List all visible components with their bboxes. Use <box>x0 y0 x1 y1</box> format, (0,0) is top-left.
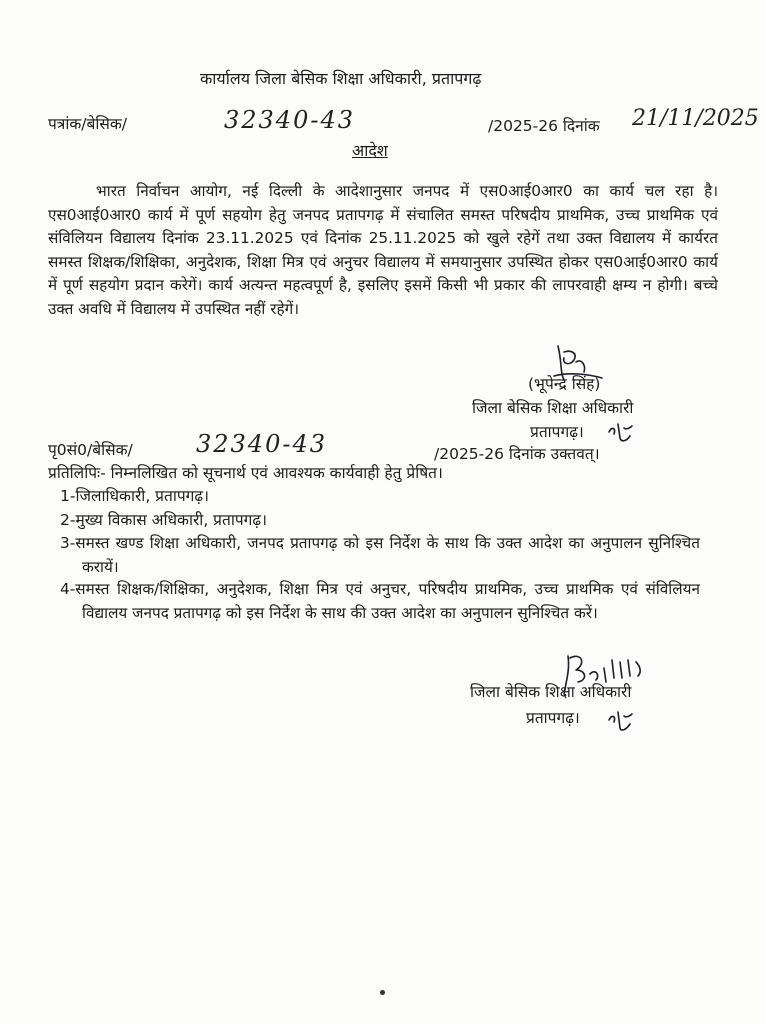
handwritten-letter-number: 32340-43 <box>224 106 355 134</box>
copy-session-year-date-label: /2025-26 दिनांक उक्तवत्। <box>434 445 600 463</box>
copy-letter-number-prefix: पृ0सं0/बेसिक/ <box>48 441 133 459</box>
initials-mark <box>606 708 636 734</box>
letter-number-prefix: पत्रांक/बेसिक/ <box>48 115 127 133</box>
ink-dot <box>380 990 385 995</box>
officer-designation-2: जिला बेसिक शिक्षा अधिकारी <box>470 683 632 701</box>
handwritten-date: 21/11/2025 <box>632 106 759 131</box>
order-body-paragraph: भारत निर्वाचन आयोग, नई दिल्ली के आदेशानुसार जनपद में एस0आई0आर0 का कार्य चल रहा है। एस0आई0आर0 कार्य में पूर्ण सहयोग हेतु जनपद प्रतापगढ़ में संचालित समस्त परिषदीय प्राथमिक, उच्च प्राथमिक एवं संविलियन विद्यालय दिनांक 23.11.2025 एवं दिनांक 25.11.2025 को खुले रहेगें तथा उक्त विद्यालय में कार्यरत समस्त शिक्षक/शिक्षिका, अनुदेशक, शिक्षा मित्र एवं अनुचर विद्यालय में समयानुसार उपस्थित होकर एस0आई0आर0 कार्य में पूर्ण सहयोग प्रदान करेगें। कार्य अत्यन्त महत्वपूर्ण है, इसलिए इसमें किसी भी प्रकार की लापरवाही क्षम्य न होगी। बच्चे उक्त अवधि में विद्यालय में उपस्थित नहीं रहेगें। <box>48 182 718 318</box>
copy-list-item: 4-समस्त शिक्षक/शिक्षिका, अनुदेशक, शिक्षा मित्र एवं अनुचर, परिषदीय प्राथमिक, उच्च प्राथमिक एवं संविलियन विद्यालय जनपद प्रतापगढ़ को इस निर्देश के साथ की उक्त आदेश का अनुपालन सुनिश्चित करें। <box>60 580 700 622</box>
officer-designation: जिला बेसिक शिक्षा अधिकारी <box>472 399 634 417</box>
officer-place-2: प्रतापगढ़। <box>526 709 580 727</box>
office-title: कार्यालय जिला बेसिक शिक्षा अधिकारी, प्रतापगढ़ <box>200 69 482 88</box>
initials-mark <box>606 420 636 444</box>
order-heading: आदेश <box>352 141 388 160</box>
copy-handwritten-letter-number: 32340-43 <box>196 430 327 458</box>
copy-list-item: 3-समस्त खण्ड शिक्षा अधिकारी, जनपद प्रतापगढ़ को इस निर्देश के साथ कि उक्त आदेश का अनुपालन सुनिश्चित करायें। <box>60 534 700 576</box>
session-year-date-label: /2025-26 दिनांक <box>488 117 600 135</box>
copy-list-item: 2-मुख्य विकास अधिकारी, प्रतापगढ़। <box>60 511 267 529</box>
officer-place: प्रतापगढ़। <box>530 423 584 441</box>
copy-intro: प्रतिलिपिः- निम्नलिखित को सूचनार्थ एवं आवश्यक कार्यवाही हेतु प्रेषित। <box>48 464 443 482</box>
officer-name: (भूपेन्द्र सिंह) <box>528 375 601 393</box>
copy-list-item: 1-जिलाधिकारी, प्रतापगढ़। <box>60 487 209 505</box>
